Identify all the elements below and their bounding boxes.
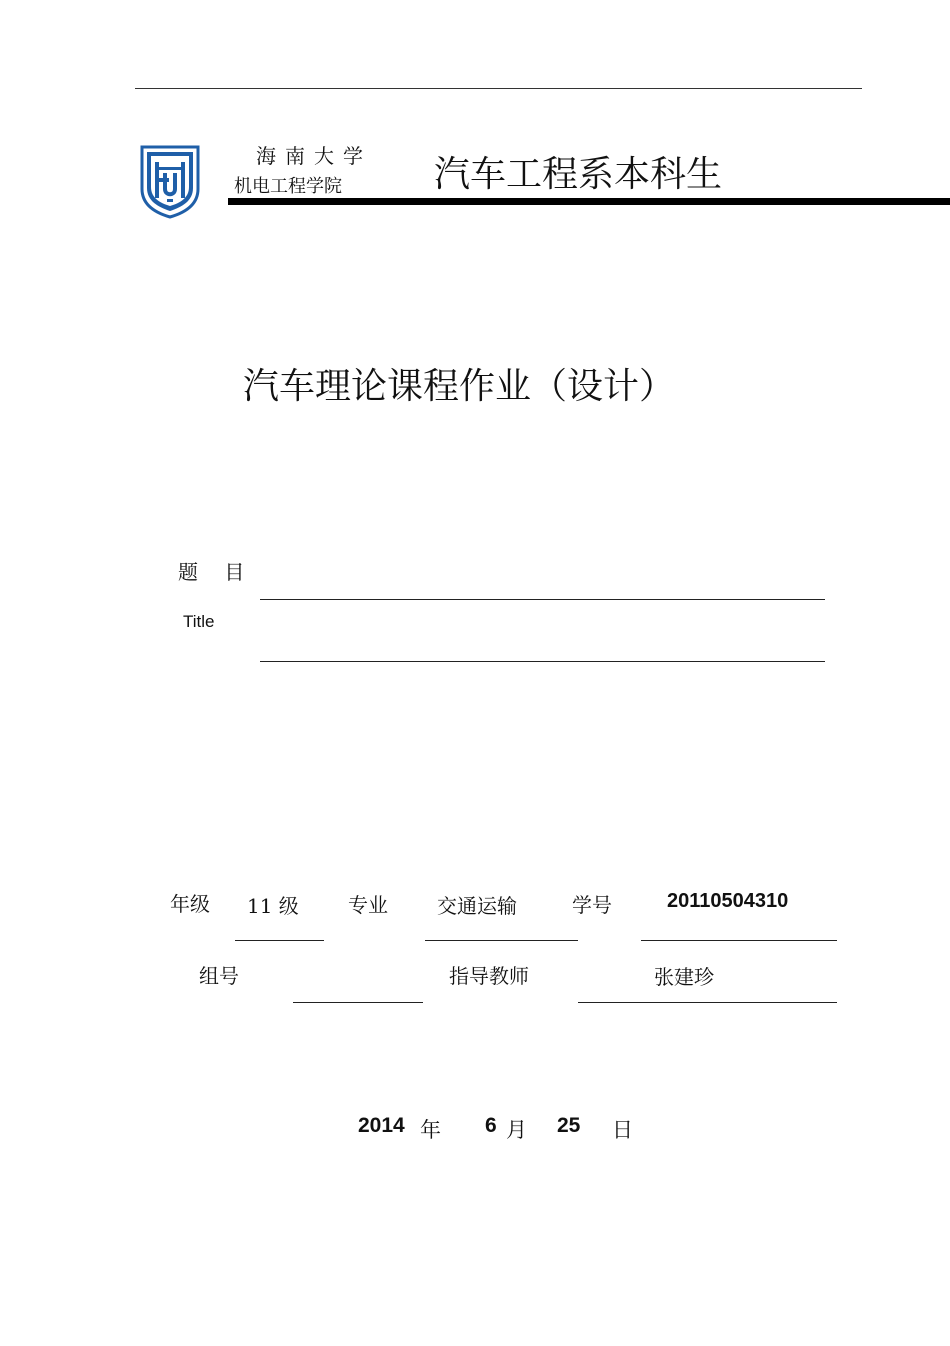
student-id-value: 20110504310 bbox=[667, 890, 789, 912]
student-id-label: 学号 bbox=[572, 893, 612, 917]
date-day-unit: 日 bbox=[612, 1118, 633, 1142]
date-year: 2014 bbox=[358, 1114, 405, 1137]
major-value: 交通运输 bbox=[437, 894, 517, 918]
advisor-value: 张建珍 bbox=[654, 965, 714, 989]
document-title: 汽车理论课程作业（设计） bbox=[243, 366, 676, 407]
advisor-field-line[interactable] bbox=[578, 1002, 837, 1003]
header-bar bbox=[228, 198, 950, 205]
group-field-line[interactable] bbox=[293, 1002, 423, 1003]
topic-field-line[interactable] bbox=[260, 599, 825, 600]
grade-field-line[interactable] bbox=[235, 940, 324, 941]
date-year-unit: 年 bbox=[420, 1118, 441, 1142]
topic-label: 题 目 bbox=[178, 560, 255, 584]
advisor-label: 指导教师 bbox=[449, 964, 529, 988]
title-field-line[interactable] bbox=[260, 661, 825, 662]
grade-value: 11 级 bbox=[247, 894, 299, 918]
student-id-field-line[interactable] bbox=[641, 940, 837, 941]
university-name: 海南大学 bbox=[256, 144, 372, 168]
top-rule bbox=[135, 88, 862, 89]
grade-label: 年级 bbox=[170, 892, 210, 916]
college-name: 机电工程学院 bbox=[234, 176, 342, 197]
major-label: 专业 bbox=[348, 893, 388, 917]
department-title: 汽车工程系本科生 bbox=[434, 154, 723, 195]
date-month-unit: 月 bbox=[506, 1118, 527, 1142]
university-emblem-icon bbox=[138, 143, 202, 219]
major-field-line[interactable] bbox=[425, 940, 578, 941]
title-label: Title bbox=[183, 612, 215, 631]
date-month: 6 bbox=[485, 1114, 497, 1137]
date-day: 25 bbox=[557, 1114, 581, 1137]
group-label: 组号 bbox=[199, 964, 239, 988]
